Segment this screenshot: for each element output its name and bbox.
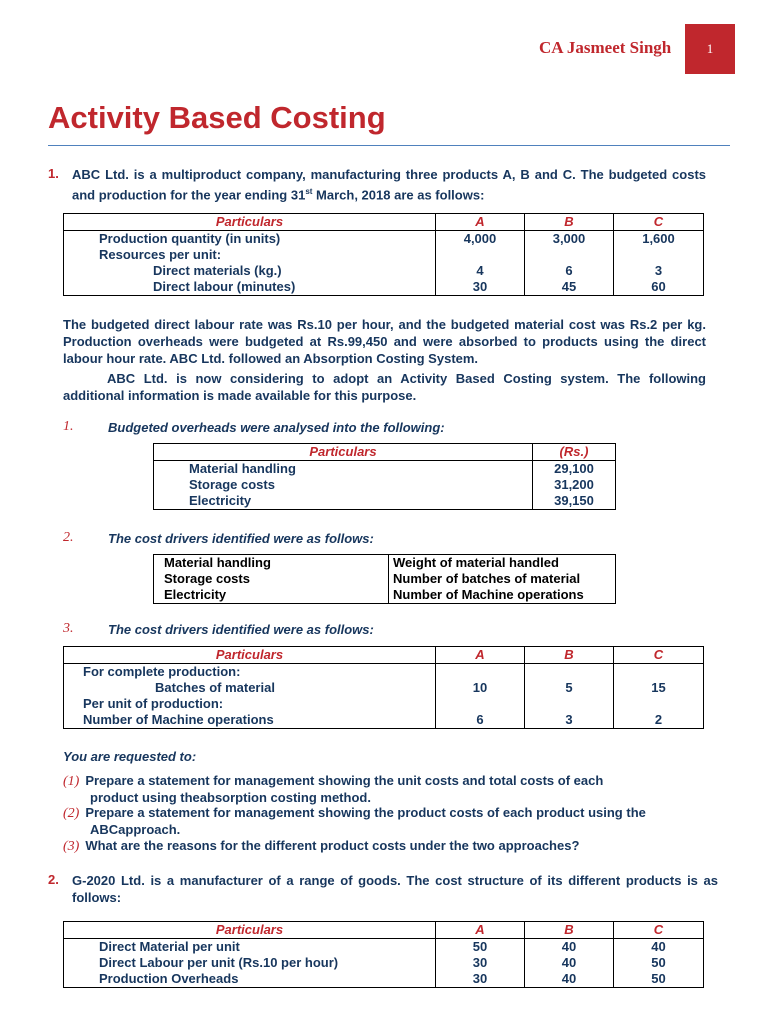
table-row — [64, 664, 704, 681]
table4-cell-c: 2 — [654, 712, 663, 727]
cost-drivers-table — [153, 554, 616, 604]
table3-driver: Weight of material handled — [393, 555, 559, 570]
table5-cell-c: 50 — [651, 955, 666, 970]
question-1-number: 1. — [48, 166, 59, 181]
page-number-badge — [685, 24, 735, 74]
requirement-2 — [63, 805, 713, 838]
header-author: CA Jasmeet Singh — [539, 38, 672, 57]
table1-cell-c — [614, 247, 704, 263]
table1-header-particulars: Particulars — [64, 214, 436, 231]
item-3-text: The cost drivers identified were as follows: — [108, 622, 374, 637]
table-row — [154, 461, 616, 478]
table4-cell-a — [436, 664, 525, 681]
table-row — [64, 971, 704, 988]
table2-header-rs: (Rs.) — [533, 444, 616, 461]
table1-header-b: B — [525, 214, 614, 231]
question-1-intro-post: March, 2018 are as follows: — [312, 187, 485, 203]
table4-row-label: Batches of material — [64, 680, 436, 696]
table-row — [64, 279, 704, 296]
table-row — [154, 477, 616, 493]
table1-header-c: C — [614, 214, 704, 231]
table3-driver: Number of Machine operations — [393, 587, 584, 602]
table2-row-label: Material handling — [154, 461, 533, 478]
table4-header-particulars: Particulars — [64, 647, 436, 664]
budget-paragraph: The budgeted direct labour rate was Rs.10 per hour, and the budgeted material cost was Rs.2 per kg. Production overheads were budgeted at Rs.99,450 and were absorbed to products using the direct labour hour rate. ABC Ltd. followed an Absorption Costing System. — [63, 317, 706, 366]
question-1-intro-pre: ABC Ltd. is a multiproduct company, manufacturing three products A, B and C. The budgeted costs and production for the year ending 31 — [72, 167, 706, 203]
table4-cell-b — [525, 664, 614, 681]
requirement-number: (1) — [63, 774, 80, 789]
question-1-intro — [72, 166, 706, 203]
requirement-1 — [63, 773, 713, 806]
table2-cell-value: 39,150 — [554, 493, 594, 508]
table3-activity: Electricity — [154, 587, 389, 604]
table4-header-a: A — [436, 647, 525, 664]
overheads-table — [153, 443, 616, 510]
table1-cell-c: 60 — [651, 279, 666, 294]
table5-header-a: A — [436, 922, 525, 939]
table5-cell-a: 50 — [436, 939, 525, 956]
table5-header-c: C — [614, 922, 704, 939]
cost-structure-table — [63, 921, 704, 988]
question-2-number: 2. — [48, 872, 59, 887]
table-row — [64, 231, 704, 248]
table-row — [154, 587, 616, 604]
table5-cell-b: 40 — [525, 939, 614, 956]
table4-cell-a — [436, 696, 525, 712]
table4-header-b: B — [525, 647, 614, 664]
table4-cell-a: 6 — [436, 712, 525, 729]
table4-row-label: Per unit of production: — [64, 696, 436, 712]
table2-row-label: Electricity — [154, 493, 533, 510]
table5-row-label: Production Overheads — [64, 971, 436, 988]
table4-cell-c: 15 — [651, 680, 666, 695]
question-2-intro: G-2020 Ltd. is a manufacturer of a range of goods. The cost structure of its different products is as follows: — [72, 873, 718, 905]
table5-header-particulars: Particulars — [64, 922, 436, 939]
question-1-intro-sup: st — [305, 187, 313, 196]
requirement-number: (3) — [63, 839, 80, 854]
activity-volume-table — [63, 646, 704, 729]
table1-cell-b: 45 — [525, 279, 614, 296]
table3-activity: Material handling — [154, 555, 389, 572]
table1-row-label: Direct labour (minutes) — [64, 279, 436, 296]
table1-row-label: Production quantity (in units) — [64, 231, 436, 248]
table1-row-label: Direct materials (kg.) — [64, 263, 436, 279]
requirement-line2: product using theabsorption costing method. — [90, 790, 371, 805]
table-row — [64, 955, 704, 971]
table4-row-label: For complete production: — [64, 664, 436, 681]
table1-cell-a: 4 — [436, 263, 525, 279]
table5-cell-a: 30 — [436, 955, 525, 971]
table5-cell-b: 40 — [525, 971, 614, 988]
table3-activity: Storage costs — [154, 571, 389, 587]
table-row — [154, 555, 616, 572]
page-title: Activity Based Costing — [48, 100, 386, 135]
requirement-3 — [63, 838, 713, 855]
table1-cell-b — [525, 247, 614, 263]
table1-header-a: A — [436, 214, 525, 231]
table4-header-c: C — [614, 647, 704, 664]
table4-cell-b: 3 — [525, 712, 614, 729]
table2-cell-value: 31,200 — [554, 477, 594, 492]
requirement-line2: ABCapproach. — [90, 822, 181, 837]
table-row — [64, 263, 704, 279]
table5-cell-a: 30 — [436, 971, 525, 988]
table4-row-label: Number of Machine operations — [64, 712, 436, 729]
table-row — [154, 571, 616, 587]
table4-cell-c — [614, 664, 704, 681]
table5-cell-c: 50 — [651, 971, 666, 986]
table2-header-particulars: Particulars — [154, 444, 533, 461]
table1-row-label: Resources per unit: — [64, 247, 436, 263]
requirement-line1: Prepare a statement for management showing the unit costs and total costs of each — [85, 773, 604, 788]
page-number: 1 — [706, 41, 714, 56]
table3-driver: Number of batches of material — [393, 571, 581, 586]
item-2-number: 2. — [63, 530, 74, 545]
table1-cell-a: 4,000 — [436, 231, 525, 248]
table1-cell-a — [436, 247, 525, 263]
table5-row-label: Direct Labour per unit (Rs.10 per hour) — [64, 955, 436, 971]
table-row — [64, 680, 704, 696]
table4-cell-b: 5 — [525, 680, 614, 696]
item-3-number: 3. — [63, 621, 74, 636]
table-row — [64, 712, 704, 729]
item-1-number: 1. — [63, 419, 74, 434]
table2-cell-value: 29,100 — [554, 461, 594, 476]
requirement-line1: What are the reasons for the different product costs under the two approaches? — [85, 838, 580, 853]
table-row — [64, 247, 704, 263]
requirement-number: (2) — [63, 806, 80, 821]
production-budget-table — [63, 213, 704, 296]
requirement-line1: Prepare a statement for management showing the product costs of each product using the — [85, 805, 646, 820]
table1-cell-c: 1,600 — [642, 231, 675, 246]
table-row — [154, 493, 616, 510]
table5-row-label: Direct Material per unit — [64, 939, 436, 956]
table4-cell-a: 10 — [436, 680, 525, 696]
table1-cell-c: 3 — [654, 263, 663, 278]
table-row — [64, 939, 704, 956]
table1-cell-b: 6 — [525, 263, 614, 279]
table5-header-b: B — [525, 922, 614, 939]
table5-cell-b: 40 — [525, 955, 614, 971]
table2-row-label: Storage costs — [154, 477, 533, 493]
item-1-text: Budgeted overheads were analysed into the following: — [108, 420, 445, 435]
requested-heading: You are requested to: — [63, 749, 197, 764]
table4-cell-c — [614, 696, 704, 712]
table1-cell-b: 3,000 — [525, 231, 614, 248]
title-divider — [48, 145, 730, 146]
item-2-text: The cost drivers identified were as follows: — [108, 531, 374, 546]
table1-cell-a: 30 — [436, 279, 525, 296]
table-row — [64, 696, 704, 712]
abc-paragraph: ABC Ltd. is now considering to adopt an Activity Based Costing system. The following additional information is made available for this purpose. — [63, 371, 706, 403]
table5-cell-c: 40 — [651, 939, 666, 954]
table4-cell-b — [525, 696, 614, 712]
